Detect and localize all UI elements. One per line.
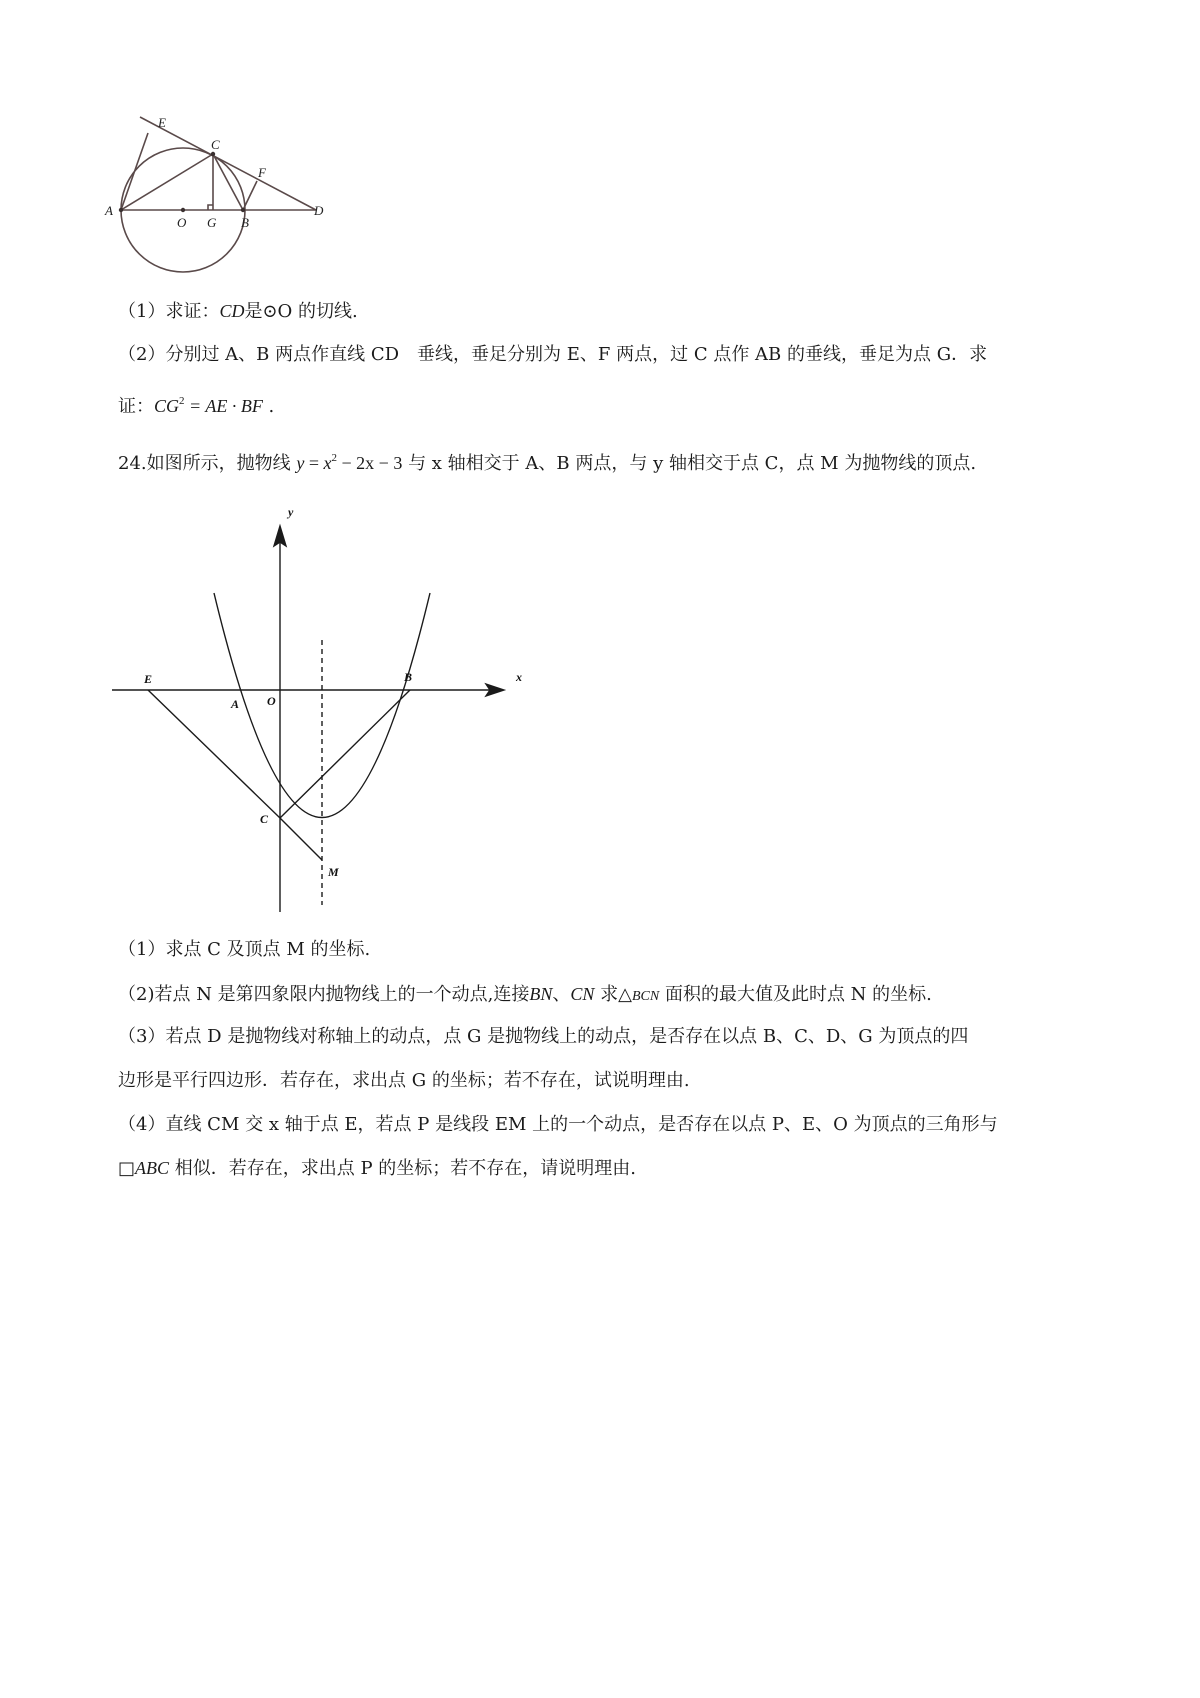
label-c: C	[260, 812, 269, 826]
q24-eq-exp: 2	[331, 452, 338, 464]
q23-part2-text: （2）分别过 A、B 两点作直线 CD 垂线，垂足分别为 E、F 两点，过 C 点作 AB 的垂线，垂足为点 G．求	[118, 344, 988, 365]
segment-ac	[121, 154, 213, 210]
q24-part4-line2	[118, 1155, 636, 1182]
figure-circle-tangent	[100, 105, 360, 295]
q24-part2-suffix: 面积的最大值及此时点 N 的坐标.	[659, 984, 932, 1005]
q23-part1-math: CD	[219, 301, 245, 321]
label-a: A	[231, 697, 240, 711]
q23-math-exp: 2	[179, 395, 185, 407]
q23-part1	[118, 298, 358, 325]
tangent-line-cd	[140, 117, 316, 210]
q24-part2	[118, 981, 932, 1010]
q23-math-cg: CG	[154, 396, 180, 416]
label-x: x	[516, 670, 522, 684]
q24-math-bn: BN	[529, 984, 553, 1004]
q24-part4-text2: 相似．若存在，求出点 P 的坐标；若不存在，请说明理由.	[169, 1158, 637, 1179]
label-c: C	[211, 137, 220, 152]
q24-part3-text2: 边形是平行四边形．若存在，求出点 G 的坐标；若不存在，试说明理由.	[118, 1070, 690, 1091]
q24-part1-text: （1）求点 C 及顶点 M 的坐标.	[118, 939, 371, 960]
label-y: y	[288, 505, 294, 519]
q23-part2-line2	[118, 393, 274, 420]
segment-ec	[148, 690, 280, 818]
label-b: B	[404, 670, 413, 684]
label-e: E	[144, 672, 153, 686]
label-g: G	[207, 215, 217, 230]
figure-parabola	[100, 500, 540, 920]
q24-part3-line2	[118, 1068, 690, 1094]
q23-part2-line1	[118, 342, 987, 368]
label-b: B	[241, 215, 249, 230]
segment-ae	[121, 133, 148, 210]
q24-part4-box: □	[118, 1158, 136, 1179]
q23-part1-prefix: （1）求证：	[118, 301, 220, 322]
q24-math-cn: CN	[570, 984, 595, 1004]
q23-math-rest: = AE · BF	[184, 396, 263, 416]
q24-part1	[118, 937, 370, 963]
q24-eq-y: y	[296, 453, 305, 473]
q24-math-bcn: BCN	[632, 989, 660, 1004]
label-o: O	[177, 215, 187, 230]
label-a: A	[105, 203, 113, 218]
q24-part2-sep: 、	[552, 984, 571, 1005]
label-o: O	[267, 694, 276, 708]
q24-eq-rest: − 2x − 3	[337, 453, 403, 473]
q23-part1-suffix: 是⊙O 的切线.	[244, 301, 358, 322]
point-a	[119, 208, 123, 212]
label-m: M	[328, 865, 339, 879]
q24-eq-eq: =	[304, 453, 324, 473]
segment-cb	[280, 690, 410, 818]
segment-cm	[280, 818, 322, 860]
label-f: F	[258, 165, 266, 180]
q24-part4-text1: （4）直线 CM 交 x 轴于点 E，若点 P 是线段 EM 上的一个动点，是否存在以点 P、E、O 为顶点的三角形与	[118, 1114, 998, 1135]
q24-eq-x: x	[323, 453, 332, 473]
segment-bf	[243, 181, 257, 210]
q23-end: .	[262, 396, 275, 417]
point-c	[211, 152, 215, 156]
point-b	[241, 208, 245, 212]
q24-part4-line1	[118, 1112, 998, 1138]
q24-part2-mid: 求△	[594, 984, 632, 1005]
q24-part2-prefix: （2)若点 N 是第四象限内抛物线上的一个动点,连接	[118, 984, 530, 1005]
q24-part3-line1	[118, 1024, 968, 1050]
label-e: E	[158, 115, 166, 130]
q24-intro-suffix: 与 x 轴相交于 A、B 两点，与 y 轴相交于点 C，点 M 为抛物线的顶点.	[408, 453, 977, 474]
label-d: D	[314, 203, 324, 218]
q24-part3-text1: （3）若点 D 是抛物线对称轴上的动点，点 G 是抛物线上的动点，是否存在以点 B、C、D、G 为顶点的四	[118, 1026, 969, 1047]
q24-math-abc: ABC	[135, 1158, 170, 1178]
q24-intro-prefix: 24.如图所示，抛物线	[118, 453, 291, 474]
point-o	[181, 208, 185, 212]
q24-intro	[118, 450, 976, 477]
q23-part2-prefix: 证：	[118, 396, 154, 417]
